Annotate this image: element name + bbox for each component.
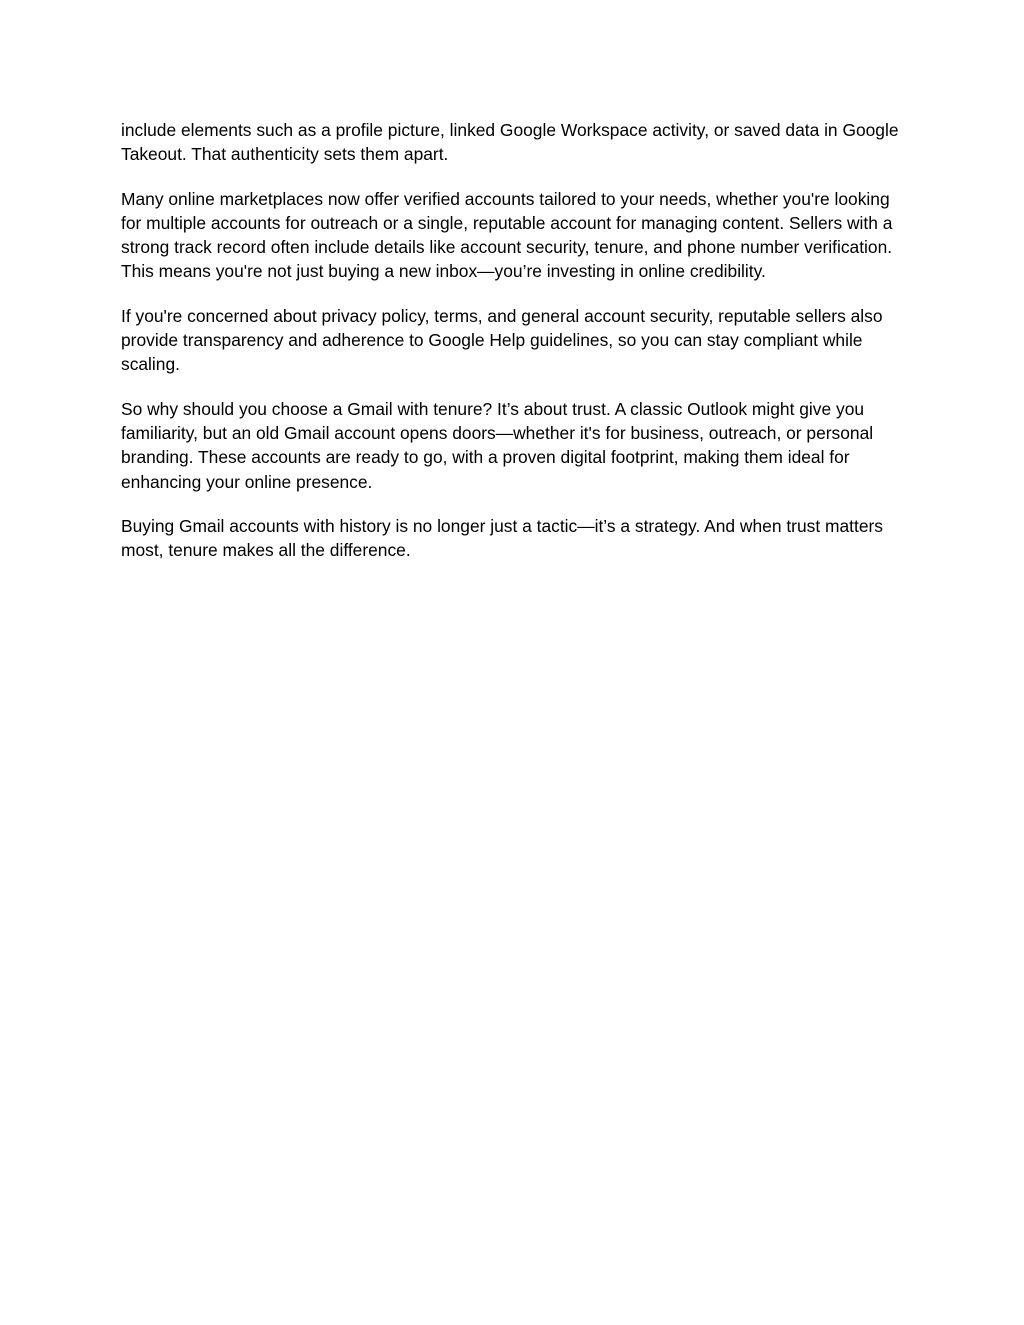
paragraph: Buying Gmail accounts with history is no longer just a tactic—it’s a strategy. And when trust matters most, tenure makes all the difference. [121, 515, 883, 561]
paragraph: So why should you choose a Gmail with tenure? It’s about trust. A classic Outlook might give you familiarity, but an old Gmail account opens doors—whether it's for business, outreach, or personal branding. These accounts are ready to go, with a proven digital footprint, making them ideal for enhancing your online presence. [121, 398, 874, 492]
paragraph: include elements such as a profile picture, linked Google Workspace activity, or saved data in Google Takeout. That authenticity sets them apart. [121, 120, 899, 165]
paragraph: If you're concerned about privacy policy, terms, and general account security, reputable sellers also provide transparency and adherence to Google Help guidelines, so you can stay compliant while scaling. [121, 305, 883, 375]
paragraph: Many online marketplaces now offer verified accounts tailored to your needs, whether you're looking for multiple accounts for outreach or a single, reputable account for managing content. Sellers with a strong track record often include details like account security, tenure, and phone number verification. This means you're not just buying a new inbox—you’re investing in online credibility. [121, 188, 893, 282]
document-body [121, 118, 903, 582]
